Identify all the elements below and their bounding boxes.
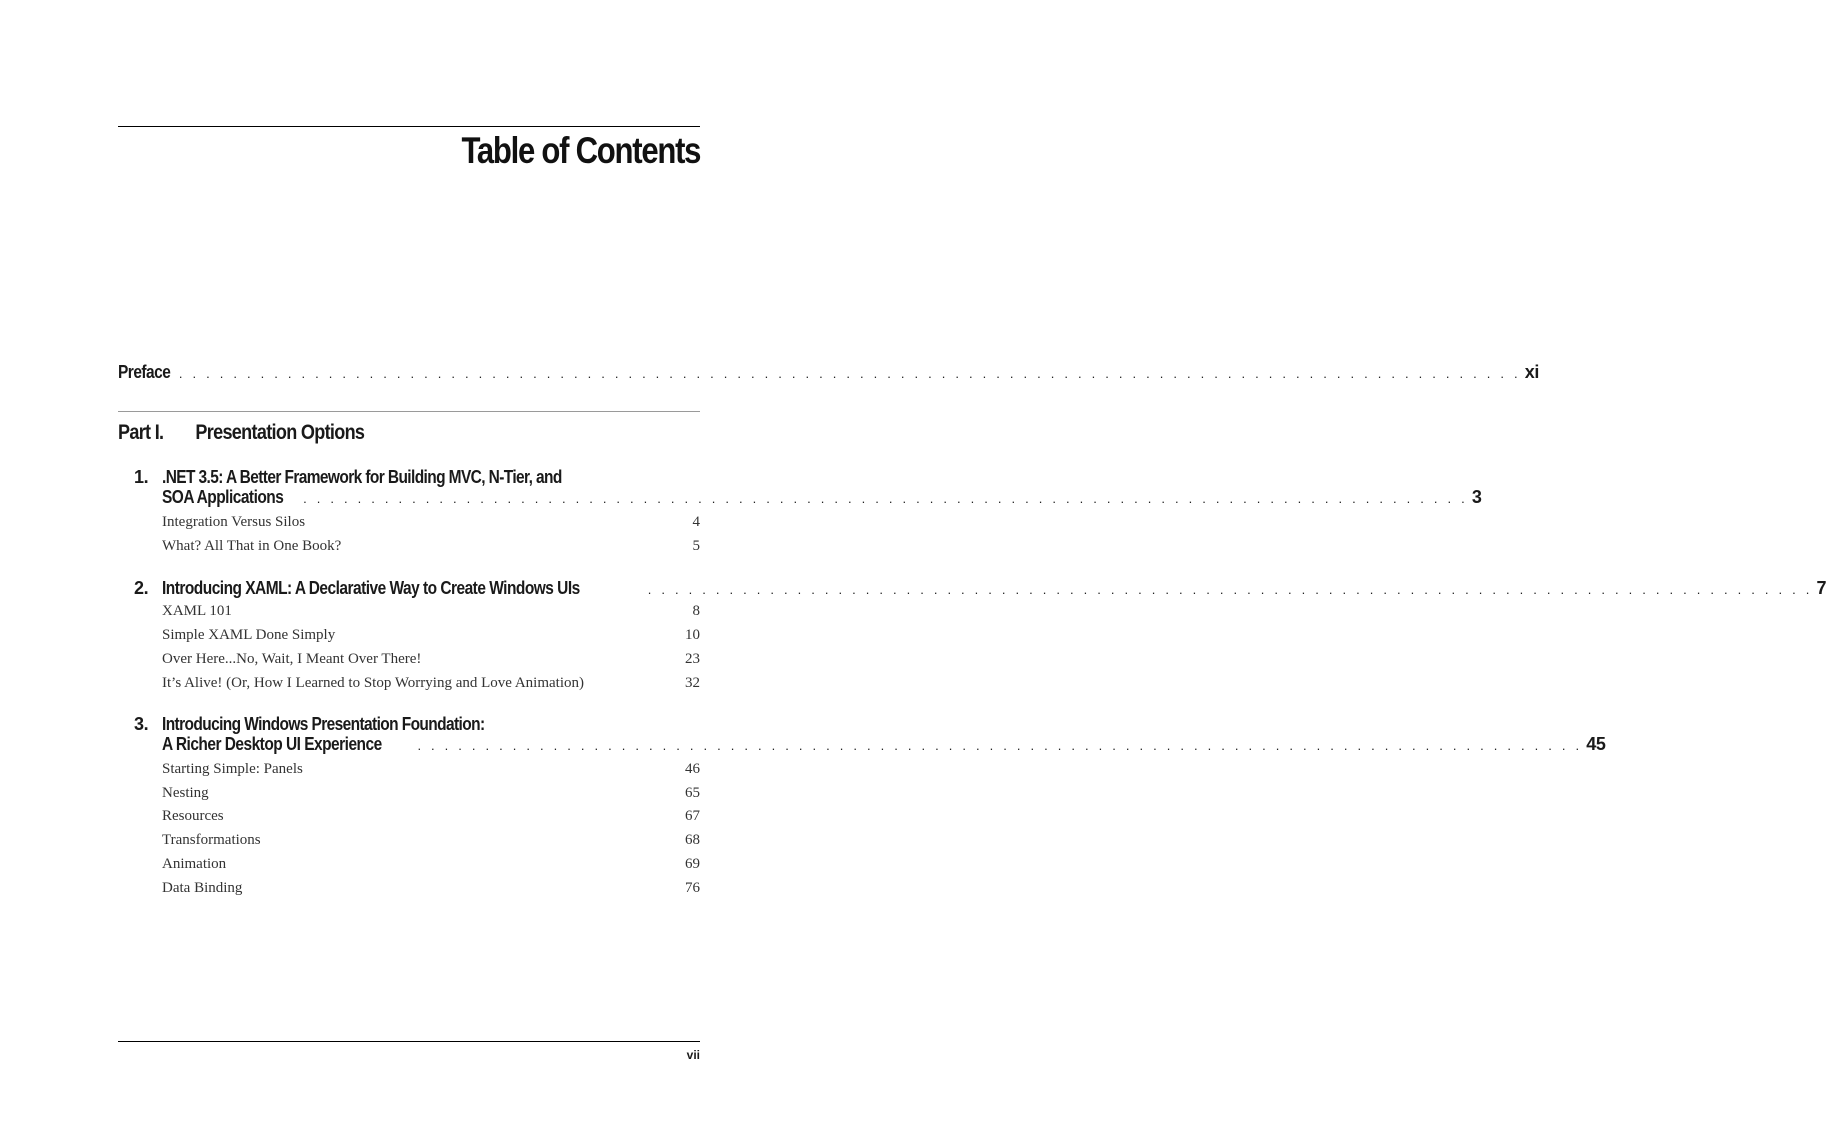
chapter-1-title-line1[interactable]: .NET 3.5: A Better Framework for Building MVC, N-Tier, and [162, 467, 562, 487]
toc-section-entry[interactable] [162, 538, 700, 555]
chapter-2-title: Introducing XAML: A Declarative Way to Create Windows UIs [162, 578, 580, 598]
section-title: Nesting [162, 785, 209, 801]
chapter-1-page: 3 [1471, 487, 1482, 507]
section-page: 65 [685, 785, 700, 801]
toc-section-entry[interactable] [162, 627, 700, 644]
section-page: 46 [685, 761, 700, 777]
toc-section-entry[interactable] [162, 675, 700, 692]
chapter-2-page: 7 [1816, 578, 1826, 598]
section-page: 32 [685, 675, 700, 691]
section-title: Data Binding [162, 880, 243, 896]
chapter-3-title-line1[interactable]: Introducing Windows Presentation Foundation: [162, 714, 485, 734]
chapter-2-number: 2. [134, 578, 149, 598]
top-rule [118, 126, 700, 127]
toc-entry-chapter-1[interactable] [162, 487, 1482, 508]
part-number: Part I. [118, 421, 164, 444]
toc-section-entry[interactable] [162, 651, 700, 668]
dot-leader: . . . . . . . . . . . . . . . . . . . . . . . . . . . . . . . . . . . . . . . . . . . . . . . . . . . . . . . . . . . . . . . . . . . . . . . . . . . . . . . . . . . . . . [417, 738, 1583, 753]
toc-entry-preface[interactable] [118, 362, 1540, 383]
toc-section-entry[interactable] [162, 808, 700, 825]
part-heading [118, 421, 364, 445]
preface-page: xi [1524, 362, 1540, 382]
section-divider [118, 411, 700, 412]
section-title: What? All That in One Book? [162, 538, 342, 554]
toc-section-entry[interactable] [162, 603, 700, 620]
chapter-1-title-line2: SOA Applications [162, 487, 284, 507]
dot-leader: . . . . . . . . . . . . . . . . . . . . . . . . . . . . . . . . . . . . . . . . . . . . . . . . . . . . . . . . . . . . . . . . . . . . . . . . . . . . . . . . . . . . . . [647, 582, 1813, 597]
footer-rule [118, 1041, 700, 1042]
page-title: Table of Contents [461, 130, 700, 171]
toc-section-entry[interactable] [162, 514, 700, 531]
toc-section-entry[interactable] [162, 832, 700, 849]
toc-section-entry[interactable] [162, 880, 700, 897]
section-page: 4 [692, 514, 700, 530]
section-title: Starting Simple: Panels [162, 761, 303, 777]
chapter-3-title-line2: A Richer Desktop UI Experience [162, 734, 382, 754]
section-page: 76 [685, 880, 700, 896]
section-page: 67 [685, 808, 700, 824]
section-page: 10 [685, 627, 700, 643]
toc-entry-chapter-2[interactable] [162, 578, 1826, 599]
section-page: 23 [685, 651, 700, 667]
chapter-3-number: 3. [134, 714, 149, 734]
section-page: 8 [692, 603, 700, 619]
preface-label: Preface [118, 362, 171, 382]
section-title: Transformations [162, 832, 261, 848]
section-page: 68 [685, 832, 700, 848]
section-title: Resources [162, 808, 224, 824]
dot-leader: . . . . . . . . . . . . . . . . . . . . . . . . . . . . . . . . . . . . . . . . . . . . . . . . . . . . . . . . . . . . . . . . . . . . . . . . . . . . . . . . . . . . . . . . . . . . . . . . . . . [178, 366, 1521, 381]
toc-page [118, 0, 1826, 1123]
page-number: vii [686, 1048, 700, 1062]
section-page: 69 [685, 856, 700, 872]
toc-section-entry[interactable] [162, 856, 700, 873]
chapter-3-page: 45 [1586, 734, 1606, 754]
section-title: Integration Versus Silos [162, 514, 306, 530]
section-title: Over Here...No, Wait, I Meant Over There! [162, 651, 422, 667]
section-title: Animation [162, 856, 227, 872]
part-title: Presentation Options [195, 421, 365, 444]
section-page: 5 [692, 538, 700, 554]
section-title: Simple XAML Done Simply [162, 627, 336, 643]
toc-section-entry[interactable] [162, 785, 700, 802]
chapter-1-number: 1. [134, 467, 149, 487]
dot-leader: . . . . . . . . . . . . . . . . . . . . . . . . . . . . . . . . . . . . . . . . . . . . . . . . . . . . . . . . . . . . . . . . . . . . . . . . . . . . . . . . . . . . . . [303, 491, 1468, 506]
toc-section-entry[interactable] [162, 761, 700, 778]
section-title: XAML 101 [162, 603, 232, 619]
section-title: It’s Alive! (Or, How I Learned to Stop Worrying and Love Animation) [162, 675, 584, 691]
toc-entry-chapter-3[interactable] [162, 734, 1606, 755]
